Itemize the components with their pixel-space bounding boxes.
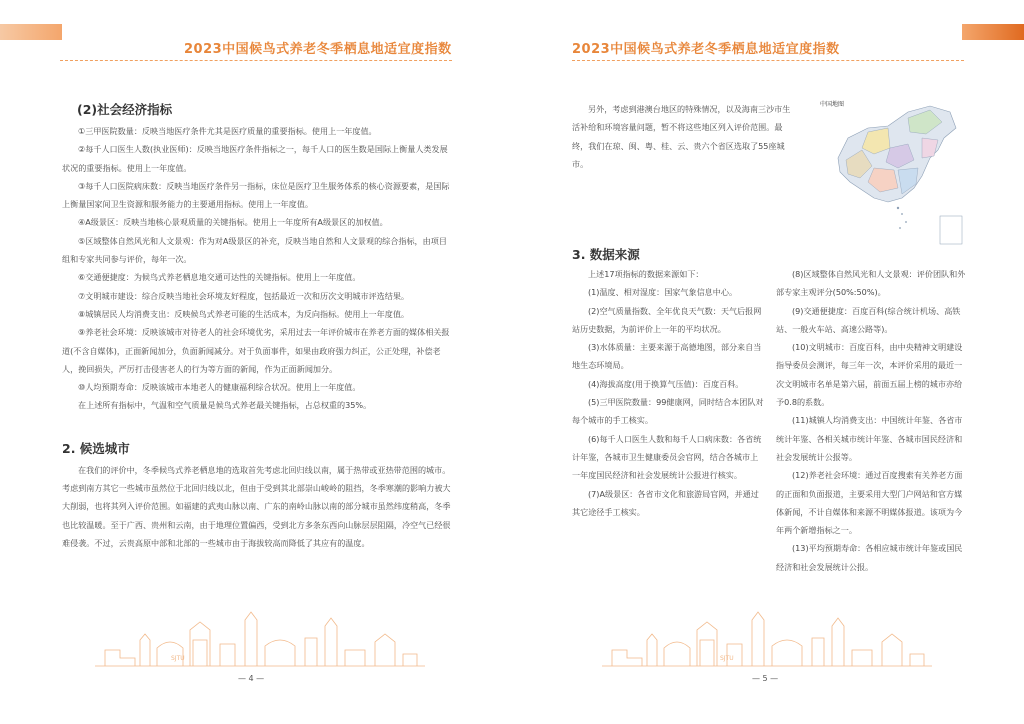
source-item: (11)城镇人均消费支出：中国统计年鉴、各省市统计年鉴、各相关城市统计年鉴、各城市国民经济和社会发展统计公报等。: [776, 415, 963, 462]
left-content: [62, 100, 452, 552]
section-heading: 3. 数据来源: [572, 247, 640, 262]
header-rule: [60, 60, 452, 61]
paragraph: ⑨养老社会环境：反映该城市对待老人的社会环境优劣，采用过去一年评价城市在养老方面的媒体相关报道(不含自媒体)，正面新闻加分，负面新闻减分。对于负面事件，如果由政府强力纠正，公正处理，补偿老人，挽回损失，严厉打击侵害老人的行为等方面的新闻，作为正面新闻加分。: [62, 327, 450, 374]
source-item: (4)海拔高度(用于换算气压值)：百度百科。: [588, 378, 744, 389]
paragraph: ⑦文明城市建设：综合反映当地社会环境友好程度，包括最近一次和历次文明城市评选结果。: [78, 290, 410, 301]
source-item: (12)养老社会环境：通过百度搜索有关养老方面的正面和负面报道，主要采用大型门户网站和官方媒体新闻，不计自媒体和来源不明媒体报道。该项为今年两个新增指标之一。: [776, 470, 963, 536]
source-item: (8)区域整体自然风光和人文景观：评价团队和外部专家主观评分(50%:50%)。: [776, 269, 966, 298]
china-map-image: [818, 98, 968, 248]
header-title: 2023中国候鸟式养老冬季栖息地适宜度指数: [572, 42, 840, 57]
header-title: 2023中国候鸟式养老冬季栖息地适宜度指数: [184, 42, 452, 57]
source-item: (2)空气质量指数、全年优良天气数：天气后报网站历史数据，为前评价上一年的平均状况。: [572, 305, 762, 334]
skyline-illustration: [602, 600, 932, 670]
section-heading: 2. 候选城市: [62, 440, 130, 456]
paragraph: 在上述所有指标中，气温和空气质量是候鸟式养老最关键指标，占总权重的35%。: [78, 400, 372, 411]
paragraph: ⑥交通便捷度：为候鸟式养老栖息地交通可达性的关键指标。使用上一年度值。: [78, 272, 361, 283]
paragraph: ④A级景区：反映当地核心景观质量的关键指标。使用上一年度所有A级景区的加权值。: [78, 217, 388, 228]
source-item: (6)每千人口医生人数和每千人口病床数：各省统计年鉴，各城市卫生健康委员会官网，结合各城市上一年度国民经济和社会发展统计公报进行核实。: [572, 433, 762, 481]
page-number: — 5 —: [752, 674, 779, 683]
source-item: 上述17项指标的数据来源如下：: [588, 269, 704, 279]
skyline-label: SJTU: [171, 655, 185, 662]
skyline-illustration: [95, 600, 425, 670]
section-heading: (2)社会经济指标: [77, 102, 173, 117]
paragraph: ①三甲医院数量：反映当地医疗条件尤其是医疗质量的重要指标。使用上一年度值。: [78, 126, 377, 136]
source-item: (9)交通便捷度：百度百科(综合统计机场、高铁站、一般火车站、高速公路等)。: [776, 305, 961, 334]
data-sources-column-2: [776, 265, 968, 576]
paragraph: ②每千人口医生人数(执业医师)：反映当地医疗条件指标之一，每千人口的医生数是国际上衡量人类发展状况的重要指标。使用上一年度值。: [62, 144, 448, 173]
source-item: (5)三甲医院数量：99健康网，同时结合本团队对每个城市的手工核实。: [572, 397, 764, 426]
source-item: (1)温度、相对湿度：国家气象信息中心。: [588, 287, 738, 298]
source-item: (3)水体质量：主要来源于高德地图，部分来自当地生态环境局。: [572, 342, 762, 371]
header-accent-bar: [962, 24, 1024, 40]
page-number: — 4 —: [238, 674, 265, 683]
paragraph: 另外，考虑到港澳台地区的特殊情况，以及海南三沙市生活补给和环境容量问题，暂不将这些地区列入评价范围。最终，我们在琼、闽、粤、桂、云、贵六个省区选取了55座城市。: [572, 104, 791, 169]
skyline-label: SJTU: [720, 655, 734, 662]
source-item: (13)平均预期寿命：各相应城市统计年鉴或国民经济和社会发展统计公报。: [776, 543, 963, 572]
data-sources-column-1: [572, 265, 764, 521]
header-accent-bar: [0, 24, 62, 40]
paragraph: ③每千人口医院病床数：反映当地医疗条件另一指标，床位是医疗卫生服务体系的核心资源要素，是国际上衡量国家间卫生资源和服务能力的主要通用指标。使用上一年度值。: [62, 180, 450, 210]
map-title: 中国地图: [820, 101, 845, 108]
paragraph: ⑤区域整体自然风光和人文景观：作为对A级景区的补充，反映当地自然和人文景观的综合指标，由项目组和专家共同参与评价，每年一次。: [62, 235, 447, 265]
paragraph: ⑩人均预期寿命：反映该城市本地老人的健康福利综合状况。使用上一年度值。: [78, 382, 361, 393]
header-rule: [572, 60, 964, 61]
paragraph: 在我们的评价中，冬季候鸟式养老栖息地的选取首先考虑北回归线以南，属于热带或亚热带范围的城市。考虑到南方其它一些城市虽然位于北回归线以北，但由于受到其北部崇山峻岭的阻挡，冬季寒潮的影响力被大大削弱，也将其列入评价范围。如福建的武夷山脉以南、广东的南岭山脉以南的部分城市虽然纬度稍高，冬季也比较温暖。至于广西、贵州和云南，由于地理位置偏西，受到北方多条东西向山脉层层阻隔，冷空气已经很难侵袭。不过，云贵高原中部和北部的一些城市由于海拔较高而降低了其应有的温度。: [62, 464, 451, 548]
intro-block: [572, 100, 792, 173]
paragraph: ⑧城镇居民人均消费支出：反映候鸟式养老可能的生活成本，为反向指标。使用上一年度值。: [78, 308, 410, 319]
source-item: (7)A级景区：各省市文化和旅游局官网，并通过其它途径手工核实。: [572, 488, 759, 517]
source-item: (10)文明城市：百度百科，由中央精神文明建设指导委员会测评，每三年一次，本评价采用的最近一次文明城市名单是第六届，前面五届上榜的城市亦给予0.8的系数。: [776, 342, 963, 408]
